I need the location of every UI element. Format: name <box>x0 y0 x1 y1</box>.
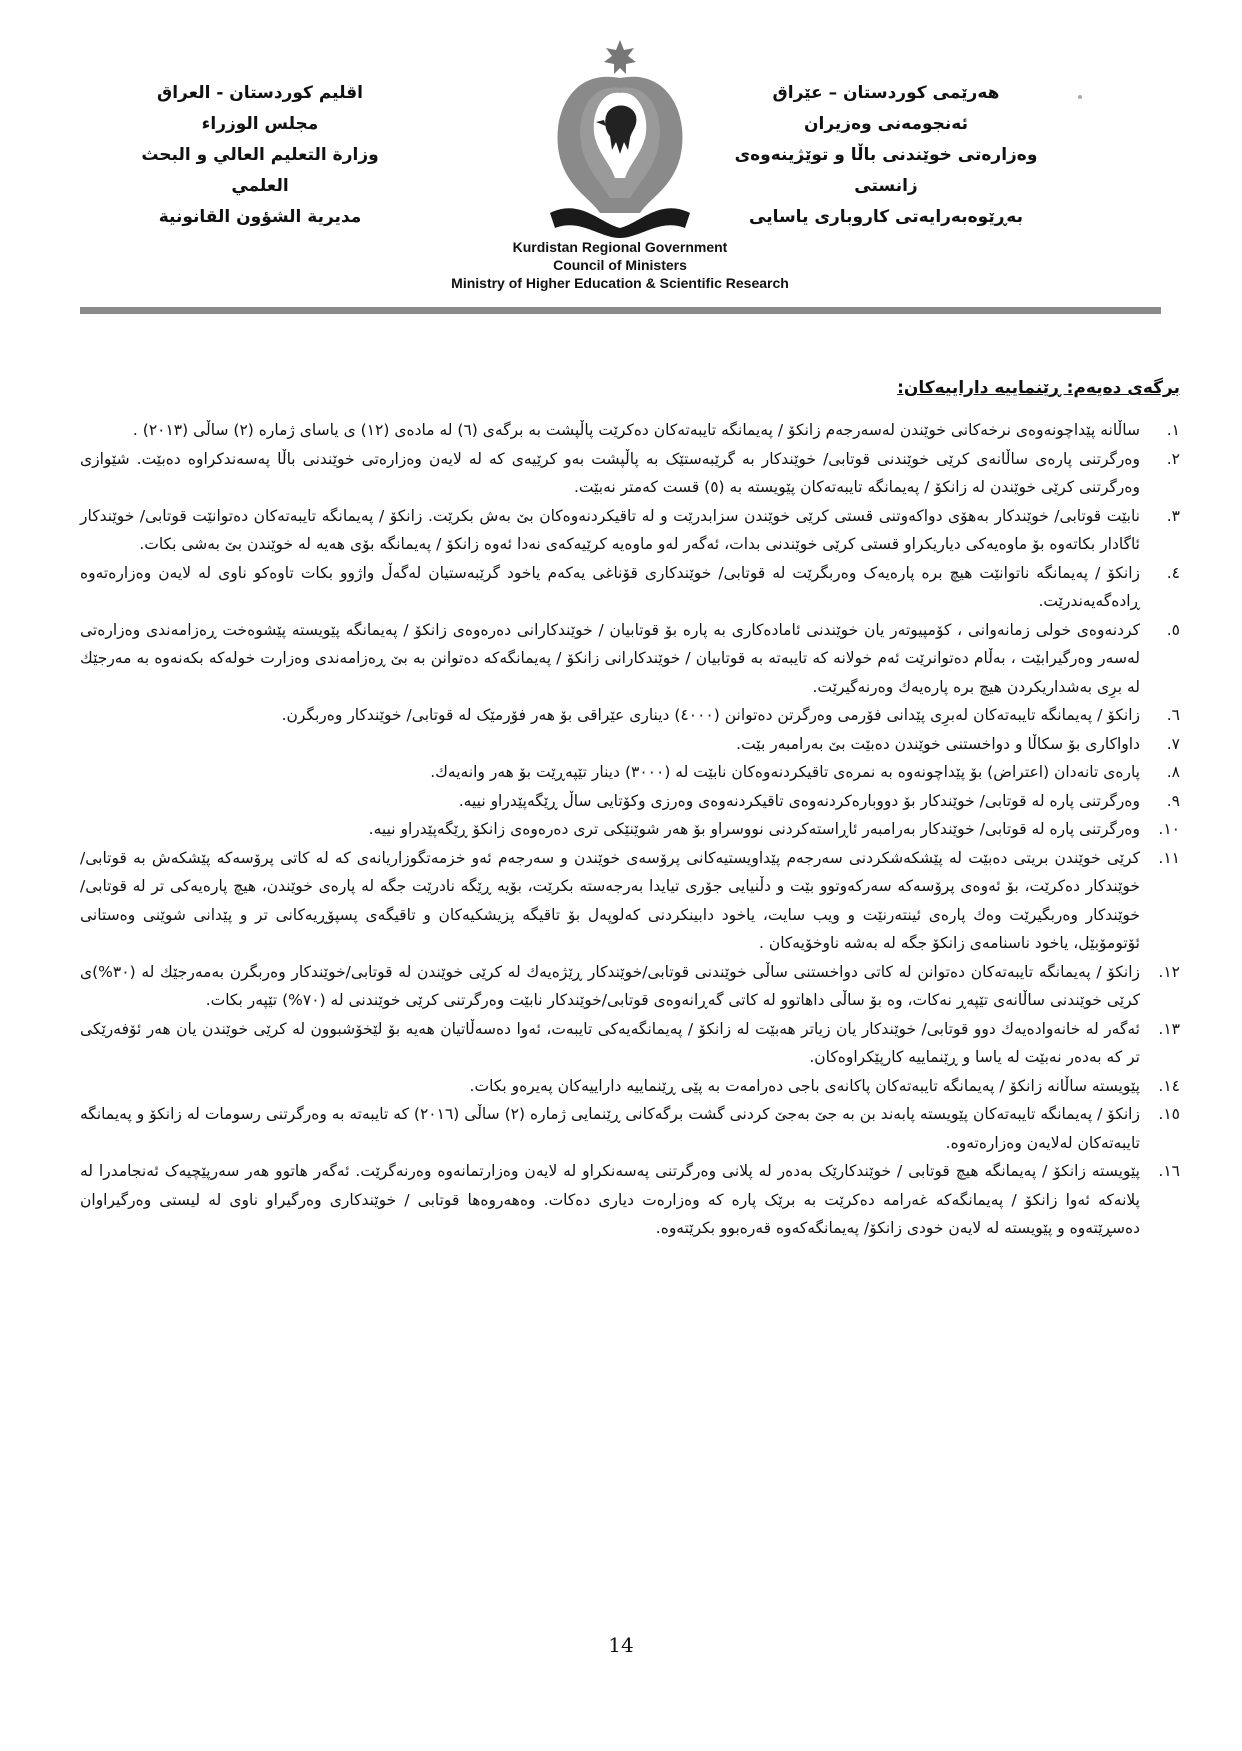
item-text: زانکۆ / پەیمانگە تایبەتەکان دەتوانن لە کاتی دواخستنی ساڵی خوێندنی قوتابی/خوێندکار ڕێژەیەك لە کرێی خوێندن لە قوتابی/خوێندکار وەربگرن بەمەرجێك لە (٣٠%)ی کرێی خوێندنی ساڵانەی تێپەڕ نەکات، وە بۆ ساڵی داهاتوو لە کاتی گەڕانەوەی قوتابی/خوێندکار نابێت وەرگرتنی کرێی خوێندنی لە (٧٠%) تێپەر بکات. <box>80 962 1140 1009</box>
item-number: ١٠. <box>1158 820 1180 838</box>
header-divider <box>80 307 1161 314</box>
item-text: نابێت قوتابی/ خوێندکار بەهۆی دواکەوتنی قستی کرێی خوێندن سزابدرێت و لە تاقیکردنەوەکان بێ بەش بکرێت. زانکۆ / پەیمانگە تایبەتەکان دەتوانێت قوتابی/ خوێندکار ئاگادار بکاتەوە بۆ ماوەیەکی دیاریکراو قستی کرێی خوێندنی بدات، ئەگەر لەو ماوەیە کرێیەکەی نەدا ئەوە زانکۆ / پەیمانگە بۆی هەیە لە خوێندن بێ بەشی بکات. <box>80 506 1140 553</box>
krg-emblem-logo <box>540 38 700 238</box>
list-item <box>80 844 1180 958</box>
list-item <box>80 701 1180 730</box>
list-item <box>80 559 1180 616</box>
sun-icon <box>604 40 636 74</box>
item-number: ٣. <box>1166 506 1180 525</box>
list-item <box>80 445 1180 502</box>
item-number: ١٤. <box>1158 1076 1180 1095</box>
list-item <box>80 730 1180 759</box>
item-number: ٨. <box>1166 763 1180 781</box>
header-arabic-line: مجلس الوزراء <box>201 114 319 134</box>
item-text: داواکاری بۆ سکاڵا و دواخستنی خوێندن دەبێت بێ بەرامبەر بێت. <box>736 734 1140 753</box>
list-item <box>80 1072 1180 1101</box>
header-arabic-line: وزارة التعليم العالي و البحث العلمي <box>141 145 379 196</box>
item-text: کردنەوەی خولی زمانەوانی ، کۆمپیوتەر یان خوێندنی ئامادەکاری بە پارە بۆ قوتابیان / خوێندکارانی دەرەوەی زانکۆ / پەیمانگە پێویستە پێشوەخت ڕەزامەندی وەزارەتی لەسەر وەرگیرابێت ، بەڵام دەتوانرێت ئەم خولانە کە تایبەتە بە قوتابیان / خوێندکارانی زانکۆ / پەیمانگەکە دەتوانن بە بێ ڕەزامەندی وەزارت خولەکە بکەنەوە بە مەرجێك لە برِی بەشداریکردن هیچ برە پارەیەك وەرنەگیرێت. <box>80 620 1140 696</box>
page-number: 14 <box>608 1633 634 1657</box>
list-item <box>80 1100 1180 1157</box>
header-arabic-line: اقليم كوردستان - العراق <box>157 83 363 103</box>
list-item <box>80 787 1180 816</box>
item-number: ٩. <box>1166 791 1180 810</box>
list-item <box>80 416 1180 445</box>
list-item <box>80 502 1180 559</box>
item-number: ٢. <box>1166 449 1180 468</box>
item-number: ١٣. <box>1158 1019 1180 1038</box>
scan-speck <box>1078 95 1082 99</box>
item-text: ئەگەر لە خانەوادەیەك دوو قوتابی/ خوێندکار یان زیاتر هەبێت لە زانکۆ / پەیمانگەیەکی تایبەت، ئەوا دەسەڵاتیان هەیە بۆ لێخۆشبوون لە کرێی خوێندن یان هەر ئۆفەرێکی تر کە بەدەر نەبێت لە یاسا و ڕێنماییە کارپێکراوەکان. <box>80 1019 1140 1066</box>
header-kurdish <box>706 78 1066 233</box>
header-kurdish-line: بەڕێوەبەرایەتی کاروباری یاسایی <box>749 207 1023 227</box>
list-item <box>80 958 1180 1015</box>
item-text: وەرگرتنی پارە لە قوتابی/ خوێندکار بەرامبەر ئاڕاستەکردنی نووسراو بۆ هەر شوێنێکی تری دەرەوەی زانکۆ ڕێگەپێدراو نییە. <box>368 820 1140 838</box>
item-number: ١٥. <box>1158 1105 1180 1123</box>
item-text: وەرگرتنی پارەی ساڵانەی کرێی خوێندنی قوتابی/ خوێندکار بە گرێبەستێک بە پاڵپشت بەو کرێیەی کە لە لایەن وەزارەتی خوێندنی باڵا پەسەندکراوە دەبێت. شێوازی وەرگرتنی کرێی خوێندن لە زانکۆ / پەیمانگە تایبەتەکان پێویستە بە (٥) قست کەمتر نەبێت. <box>80 449 1140 496</box>
item-number: ٤. <box>1166 563 1180 582</box>
item-number: ٦. <box>1166 706 1180 724</box>
list-item <box>80 1157 1180 1243</box>
list-item <box>80 815 1180 844</box>
header-kurdish-line: هەرێمی کوردستان – عێراق <box>772 83 1000 103</box>
item-text: وەرگرتنی پارە لە قوتابی/ خوێندکار بۆ دووبارەکردنەوەی تاقیکردنەوەی وەرزی وکۆتایی ساڵ ڕێگەپێدراو نییە. <box>458 791 1140 810</box>
header-english-line: Council of Ministers <box>553 257 687 273</box>
item-text: پێویستە زانکۆ / پەیمانگە هیچ قوتابی / خوێندکارێک بەدەر لە پلانی وەرگرتنی پەسەنکراو لە لایەن وەزارتمانەوە وەرنەگرێت. ئەگەر هاتوو هەر سەرپێچیەک ئەنجامدرا لە پلانەکە ئەوا زانکۆ / پەیمانگەکە غەرامە دەکرێت بە برێک پارە کە وەزارەت دیاری دەکات. وەهەروەها قوتابی / خوێندکاری وەرگیراو ناوی لە لیستی وەرگیراوان دەسڕێتەوە و پێویستە لە لایەن خودی زانکۆ/ پەیمانگەکەوە قەرەبوو بکرێتەوە. <box>80 1162 1140 1237</box>
header-kurdish-line: ئەنجومەنی وەزیران <box>803 114 968 134</box>
item-text: زانکۆ / پەیمانگە تایبەتەکان پێویستە پابەند بن بە جێ بەجێ کردنی گشت برگەکانی ڕێنمایی ژمارە (٢) ساڵی (٢٠١٦) کە تایبەتە بە وەرگرتنی رسومات لە زانکۆ و پەیمانگە تایبەتەکان لەلایەن وەزارەتەوە. <box>80 1105 1140 1152</box>
item-number: ٥. <box>1166 620 1180 639</box>
header-english <box>380 238 860 292</box>
item-text: پێویستە ساڵانە زانکۆ / پەیمانگە تایبەتەکان پاکانەی باجی دەرامەت بە پێی ڕێنماییە داراییەکان پەیرەو بکات. <box>469 1076 1140 1095</box>
item-number: ١. <box>1166 421 1180 439</box>
item-number: ١٦. <box>1158 1162 1180 1180</box>
item-number: ١٢. <box>1158 962 1180 981</box>
section-title: برگەی دەیەم: ڕێنماییە داراییەکان: <box>897 378 1180 398</box>
item-text: پارەی تانەدان (اعتراض) بۆ پێداچونەوە بە نمرەی تاقیکردنەوەکان نابێت لە (٣٠٠٠) دینار تێپەڕێت بۆ هەر وانەیەك. <box>430 763 1140 781</box>
header-kurdish-line: وەزارەتی خوێندنی باڵا و توێژینەوەی زانستی <box>734 145 1038 196</box>
item-number: ٧. <box>1166 734 1180 753</box>
item-text: زانکۆ / پەیمانگە تایبەتەکان لەبرِی پێدانی فۆرمی وەرگرتن دەتوانن (٤٠٠٠) دیناری عێراقی بۆ هەر فۆرمێک لە قوتابی/ خوێندکار وەربگرن. <box>281 706 1140 724</box>
header-english-line: Kurdistan Regional Government <box>512 239 728 255</box>
list-item <box>80 1015 1180 1072</box>
header-arabic <box>110 78 410 233</box>
regulation-list <box>80 416 1180 1243</box>
list-item <box>80 616 1180 702</box>
item-text: ساڵانە پێداچونەوەی نرخەکانی خوێندن لەسەرجەم زانکۆ / پەیمانگە تایبەتەکان دەکرێت پاڵپشت بە برگەی (٦) لە مادەی (١٢) ی یاسای ژمارە (٢) ساڵی (٢٠١٣) . <box>132 421 1140 439</box>
header-english-line: Ministry of Higher Education & Scientific Research <box>451 275 789 291</box>
item-text: زانکۆ / پەیمانگە ناتوانێت هیچ برە پارەیەک وەربگرێت لە قوتابی/ خوێندکاری قۆناغی یەکەم یاخود گرێبەستیان لەگەڵ واژوو بکات تاوەکو ناوی لە لایەن وەزارەتەوە ڕادەگەیەندرێت. <box>80 563 1140 610</box>
item-number: ١١. <box>1158 848 1180 867</box>
header-arabic-line: مديرية الشؤون القانونية <box>158 207 362 227</box>
list-item <box>80 758 1180 787</box>
item-text: کرێی خوێندن بریتی دەبێت لە پێشکەشکردنی سەرجەم پێداویستیەکانی پرۆسەی خوێندن و سەرجەم ئەو خزمەتگوزاریانەی کە لە کاتی پرۆسەکە پێشکەش بە قوتابی/خوێندکار دەکرێت، بۆ ئەوەی پرۆسەکە سەرکەوتوو بێت و دڵنیایی جۆری تیایدا بەرجەستە بکرێت، بۆیە ڕێگە نادرێت جگە لە پارەی خوێندن، هیچ پارەیەکی تر لە قوتابی/خوێندکار وەربگیرێت وەك پارەی ئینتەرنێت و ویب سایت، یاخود دابینکردنی کەلوپەل بۆ تاقیگە پزیشکیەکان و تاقیگەی پسپۆڕیەکانی تر و پێدانی شوێنی وەستانی ئۆتومۆبێل، یاخود ناسنامەی زانکۆ جگە لە بەشە ناوخۆیەکان . <box>80 848 1140 952</box>
